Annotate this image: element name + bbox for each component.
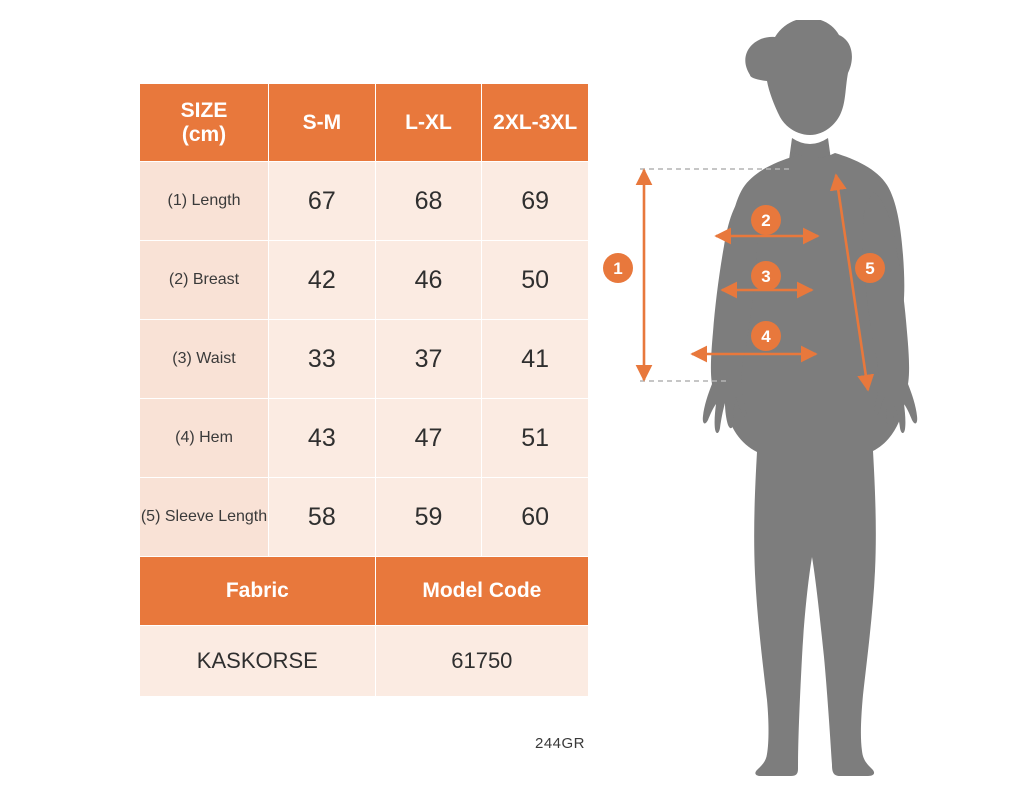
header-lxl: L-XL bbox=[375, 84, 482, 162]
table-footer-value-row bbox=[140, 626, 589, 697]
table-row bbox=[140, 320, 589, 399]
marker-badge-2 bbox=[751, 205, 781, 235]
marker-badge-3-label: 3 bbox=[761, 267, 771, 286]
row-label-sleeve-length: (5) Sleeve Length bbox=[140, 478, 269, 557]
table-row bbox=[140, 478, 589, 557]
value-sleeve-2xl3xl: 60 bbox=[482, 478, 589, 557]
female-body-silhouette bbox=[703, 20, 917, 776]
value-length-lxl: 68 bbox=[375, 162, 482, 241]
row-label-hem: (4) Hem bbox=[140, 399, 269, 478]
header-size-line2: (cm) bbox=[181, 122, 227, 146]
value-length-sm: 67 bbox=[269, 162, 376, 241]
table-row bbox=[140, 162, 589, 241]
value-breast-sm: 42 bbox=[269, 241, 376, 320]
marker-badge-5-label: 5 bbox=[865, 259, 875, 278]
table-header-row bbox=[140, 84, 589, 162]
value-waist-2xl3xl: 41 bbox=[482, 320, 589, 399]
table-row bbox=[140, 241, 589, 320]
marker-badge-4-label: 4 bbox=[761, 327, 771, 346]
size-table bbox=[139, 83, 589, 697]
value-hem-sm: 43 bbox=[269, 399, 376, 478]
row-label-length: (1) Length bbox=[140, 162, 269, 241]
marker-badge-3 bbox=[751, 261, 781, 291]
value-breast-lxl: 46 bbox=[375, 241, 482, 320]
value-length-2xl3xl: 69 bbox=[482, 162, 589, 241]
row-label-waist: (3) Waist bbox=[140, 320, 269, 399]
marker-badge-2-label: 2 bbox=[761, 211, 771, 230]
value-waist-sm: 33 bbox=[269, 320, 376, 399]
size-table-body bbox=[140, 162, 589, 697]
value-sleeve-sm: 58 bbox=[269, 478, 376, 557]
table-footer-header-row bbox=[140, 557, 589, 626]
value-hem-2xl3xl: 51 bbox=[482, 399, 589, 478]
product-code-note: 244GR bbox=[534, 735, 586, 752]
measurement-figure bbox=[600, 20, 1020, 780]
footer-header-model-code: Model Code bbox=[375, 557, 588, 626]
table-row bbox=[140, 399, 589, 478]
footer-value-model-code: 61750 bbox=[375, 626, 588, 697]
value-waist-lxl: 37 bbox=[375, 320, 482, 399]
footer-header-fabric: Fabric bbox=[140, 557, 376, 626]
header-sm: S-M bbox=[269, 84, 376, 162]
marker-badge-5 bbox=[855, 253, 885, 283]
header-2xl-3xl: 2XL-3XL bbox=[482, 84, 589, 162]
value-sleeve-lxl: 59 bbox=[375, 478, 482, 557]
size-table-header bbox=[140, 84, 589, 162]
header-size-cm bbox=[140, 84, 269, 162]
value-breast-2xl3xl: 50 bbox=[482, 241, 589, 320]
marker-badge-1-label: 1 bbox=[613, 259, 623, 278]
row-label-breast: (2) Breast bbox=[140, 241, 269, 320]
header-size-line1: SIZE bbox=[180, 98, 228, 122]
marker-badge-1 bbox=[603, 253, 633, 283]
footer-value-fabric: KASKORSE bbox=[140, 626, 376, 697]
value-hem-lxl: 47 bbox=[375, 399, 482, 478]
marker-badge-4 bbox=[751, 321, 781, 351]
